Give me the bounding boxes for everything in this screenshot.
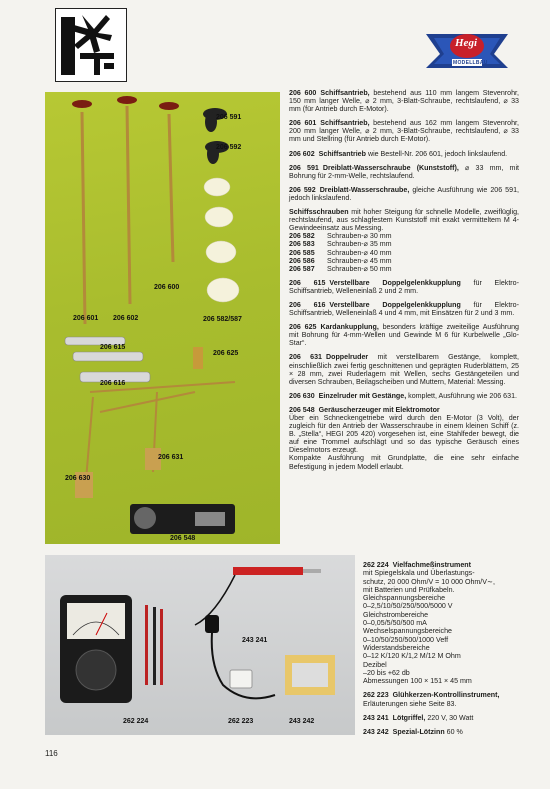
list-item: 206 582 Schrauben-⌀ 30 mm xyxy=(289,232,392,241)
label-206615: 206 615 xyxy=(100,344,126,351)
screws-list xyxy=(289,232,519,272)
hegi-brand-logo xyxy=(424,28,510,74)
entry-206616: 206 616 Verstellbare Doppelgelenkkupplung für Elektro-Schiffsantrieb, Welleneinlaß 4 und 4 mm, mit Einsätzen für 2 und 3 mm. xyxy=(289,300,519,318)
entry-206600: 206 600 Schiffsantrieb, bestehend aus 110 mm langem Stevenrohr, 150 mm langer Welle, ⌀ 2 mm, 3-Blatt-Schraube, rechtslaufend, ⌀ 33 mm (für Antrieb durch E-Motor). xyxy=(289,89,519,114)
list-item: 206 587 Schrauben-⌀ 50 mm xyxy=(289,264,392,273)
entry-206591: 206 591 Dreiblatt-Wasserschraube (Kunststoff), ⌀ 33 mm, mit Bohrung für 2-mm-Welle, rechtslaufend. xyxy=(289,163,519,180)
label-206625: 206 625 xyxy=(213,350,239,357)
label-206582-587: 206 582/587 xyxy=(203,316,242,323)
entry-262223-text: Erläuterungen siehe Seite 83. xyxy=(363,699,457,708)
product-description-column xyxy=(289,89,519,477)
label-206592: 206 592 xyxy=(216,144,242,151)
label-206631: 206 631 xyxy=(158,454,184,461)
entry-243242: 243 242 Spezial-Lötzinn 60 % xyxy=(363,728,463,737)
page-number: 116 xyxy=(45,749,58,758)
entry-206630: 206 630 Einzelruder mit Gestänge, komplett, Ausführung wie 206 631. xyxy=(289,391,517,400)
label-243241: 243 241 xyxy=(242,637,268,644)
entry-206548-text2: Kompakte Ausführung mit Grundplatte, die eine sehr einfache Befestigung in jedem Modell erlaubt. xyxy=(289,454,519,471)
entry-206602: 206 602 Schiffsantrieb wie Bestell-Nr. 206 601, jedoch linkslaufend. xyxy=(289,149,508,158)
entry-206625: 206 625 Kardankupplung, besonders kräftige zweiteilige Ausführung mit Bohrung für 4-mm-Wellen und Gewinde M 6 für Kurbelwelle „Glo-Star“. xyxy=(289,323,519,348)
list-item: 206 586 Schrauben-⌀ 45 mm xyxy=(289,256,392,265)
instrument-description-column xyxy=(363,561,523,743)
label-206601: 206 601 xyxy=(73,315,99,322)
screws-intro: Schiffsschrauben mit hoher Steigung für schnelle Modelle, zweiflüglig, rechtslaufend, aus schlagfestem Kunststoff mit exakt vermitteltem M 4-Gewindeeinsatz aus Messing. xyxy=(289,208,519,233)
entry-262224-heading: 262 224 Vielfachmeßinstrument xyxy=(363,561,471,569)
entry-206592: 206 592 Dreiblatt-Wasserschraube, gleiche Ausführung wie 206 591, jedoch linkslaufend. xyxy=(289,185,519,202)
product-photo-instruments xyxy=(45,555,355,735)
label-262224: 262 224 xyxy=(123,718,149,725)
label-206602: 206 602 xyxy=(113,315,139,322)
label-206600: 206 600 xyxy=(154,284,180,291)
label-206616: 206 616 xyxy=(100,380,126,387)
brand-subtitle: MODELLBAU xyxy=(453,60,488,66)
list-item: 206 585 Schrauben-⌀ 40 mm xyxy=(289,248,392,257)
entry-206631: 206 631 Doppelruder mit verstellbarem Gestänge, komplett, einschließlich zwei fertig geschnittenen und geprägten Ruderblättern, 25 × 28 mm, zwei Ruderlagern mit Wellen, sechs Gestängeteilen und diversen Schrauben, Beilagscheiben und Muttern, Material: Messing. xyxy=(289,353,519,386)
brand-name: Hegi xyxy=(455,37,477,49)
entry-243241: 243 241 Lötgriffel, 220 V, 30 Watt xyxy=(363,714,474,723)
label-262223: 262 223 xyxy=(228,718,254,725)
label-206591: 206 591 xyxy=(216,114,242,121)
entry-262223: 262 223 Glühkerzen-Kontrollinstrument, xyxy=(363,691,500,700)
entry-206615: 206 615 Verstellbare Doppelgelenkkupplung für Elektro-Schiffsantrieb, Welleneinlaß 2 und 2 mm. xyxy=(289,278,519,295)
product-photo-ship-parts xyxy=(45,92,280,544)
company-logo xyxy=(55,8,127,82)
entry-262224-details: mit Spiegelskala und Überlastungs- schutz, 20 000 Ohm/V = 10 000 Ohm/V∼, mit Batterien und Prüfkabeln. Gleichspannungsbereiche 0–2,5/10/50/250/500/5000 V Gleichstrombereiche 0–0,05/5/50/500 mA Wechselspannungsbereiche 0–10/50/250/500/1000 Veff Widerstandsbereiche 0–12 K/120 K/1,2 M/12 M Ohm Dezibel –20 bis +62 db Abmessungen 100 × 151 × 45 mm xyxy=(363,569,495,686)
label-206630: 206 630 xyxy=(65,475,91,482)
entry-206548-text: Über ein Schneckengetriebe wird durch den E-Motor (3 Volt), der zugleich für den Antrieb der Wasserschraube in einem kleinen Schiff (z. B. „Stella“, HEGI 205 420) vorgesehen ist, eine Stahlfeder bewegt, die auf eine Trommel aufschlägt und so das typische Geräusch eines Dieselmotors erzeugt. xyxy=(289,414,519,455)
label-243242: 243 242 xyxy=(289,718,315,725)
label-206548: 206 548 xyxy=(170,535,196,542)
entry-206548-heading: 206 548 Geräuscherzeuger mit Elektromotor xyxy=(289,405,440,414)
list-item: 206 583 Schrauben-⌀ 35 mm xyxy=(289,240,392,249)
entry-206601: 206 601 Schiffsantrieb, bestehend aus 162 mm langem Stevenrohr, 200 mm langer Welle, ⌀ 2 mm, 3-Blatt-Schraube, rechtslaufend, ⌀ 33 mm und Stellring (für Antrieb durch E-Motor). xyxy=(289,119,519,144)
